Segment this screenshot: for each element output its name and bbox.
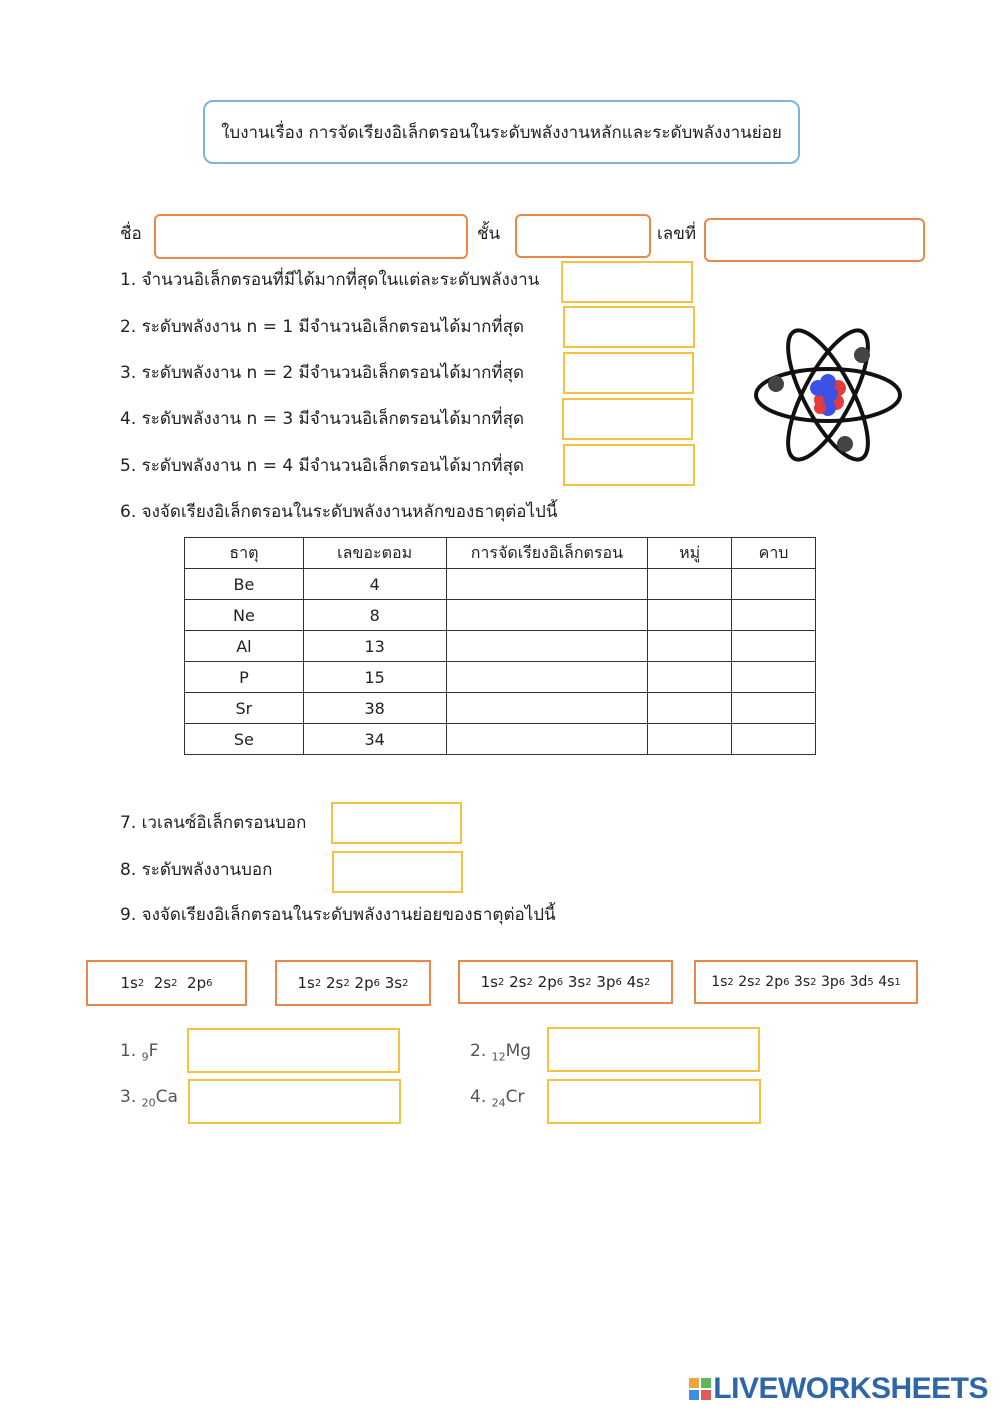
question-6: 6. จงจัดเรียงอิเล็กตรอนในระดับพลังงานหลักของธาตุต่อไปนี้ [120, 502, 558, 522]
electron-table [184, 537, 816, 755]
cell-configuration-input[interactable] [446, 600, 648, 631]
number-input[interactable] [704, 218, 925, 262]
worksheet-title [203, 100, 800, 164]
table-row [185, 693, 816, 724]
cell-atomic-number: 13 [303, 631, 446, 662]
answer-4-input[interactable] [562, 398, 693, 440]
atom-icon [752, 312, 904, 478]
q9-item-3: 3. $_{20}$Ca [120, 1087, 178, 1110]
answer-1-input[interactable] [561, 261, 693, 303]
q9-item-2: 2. $_{12}$Mg [470, 1041, 532, 1064]
liveworksheets-logo [689, 1372, 988, 1406]
cell-group-input[interactable] [648, 569, 732, 600]
cell-period-input[interactable] [732, 662, 816, 693]
cell-configuration-input[interactable] [446, 631, 648, 662]
question-3: 3. ระดับพลังงาน n = 2 มีจำนวนอิเล็กตรอนได้มากที่สุด [120, 363, 525, 383]
question-8: 8. ระดับพลังงานบอก [120, 860, 273, 880]
th-atomic-number: เลขอะตอม [303, 538, 446, 569]
class-input[interactable] [515, 214, 651, 258]
cell-configuration-input[interactable] [446, 569, 648, 600]
table-header-row [185, 538, 816, 569]
cell-period-input[interactable] [732, 569, 816, 600]
cell-group-input[interactable] [648, 662, 732, 693]
table-row [185, 569, 816, 600]
q9-answer-2-input[interactable] [547, 1027, 760, 1072]
th-configuration: การจัดเรียงอิเล็กตรอน [446, 538, 648, 569]
cell-period-input[interactable] [732, 600, 816, 631]
class-label: ชั้น [477, 224, 501, 244]
config-option-3[interactable]: 1s 2 2s 2 2p 6 3s 2 3p 6 4s 2 [458, 960, 673, 1004]
logo-text: LIVEWORKSHEETS [713, 1372, 988, 1405]
answer-3-input[interactable] [563, 352, 694, 394]
cell-configuration-input[interactable] [446, 724, 648, 755]
question-2: 2. ระดับพลังงาน n = 1 มีจำนวนอิเล็กตรอนได้มากที่สุด [120, 317, 525, 337]
cell-atomic-number: 4 [303, 569, 446, 600]
table-row [185, 662, 816, 693]
th-period: คาบ [732, 538, 816, 569]
name-label: ชื่อ [120, 224, 142, 244]
question-5: 5. ระดับพลังงาน n = 4 มีจำนวนอิเล็กตรอนได้มากที่สุด [120, 456, 525, 476]
question-9: 9. จงจัดเรียงอิเล็กตรอนในระดับพลังงานย่อยของธาตุต่อไปนี้ [120, 905, 556, 925]
question-4: 4. ระดับพลังงาน n = 3 มีจำนวนอิเล็กตรอนได้มากที่สุด [120, 409, 525, 429]
cell-atomic-number: 15 [303, 662, 446, 693]
question-7: 7. เวเลนซ์อิเล็กตรอนบอก [120, 813, 307, 833]
number-label: เลขที่ [657, 224, 697, 244]
answer-8-input[interactable] [332, 851, 463, 893]
question-1: 1. จำนวนอิเล็กตรอนที่มีได้มากที่สุดในแต่ละระดับพลังงาน [120, 270, 540, 290]
q9-answer-1-input[interactable] [187, 1028, 400, 1073]
q9-item-1: 1. $_9$F [120, 1041, 159, 1064]
answer-2-input[interactable] [563, 306, 695, 348]
cell-element: P [185, 662, 304, 693]
cell-period-input[interactable] [732, 693, 816, 724]
cell-atomic-number: 38 [303, 693, 446, 724]
q9-answer-4-input[interactable] [547, 1079, 761, 1124]
cell-group-input[interactable] [648, 600, 732, 631]
q9-item-4: 4. $_{24}$Cr [470, 1087, 525, 1110]
cell-element: Sr [185, 693, 304, 724]
cell-configuration-input[interactable] [446, 693, 648, 724]
cell-element: Be [185, 569, 304, 600]
cell-group-input[interactable] [648, 724, 732, 755]
config-option-4[interactable]: 1s 2 2s 2 2p 6 3s 2 3p 6 3d 5 4s 1 [694, 960, 918, 1004]
th-element: ธาตุ [185, 538, 304, 569]
cell-atomic-number: 8 [303, 600, 446, 631]
title-text: ใบงานเรื่อง การจัดเรียงอิเล็กตรอนในระดับพลังงานหลักและระดับพลังงานย่อย [221, 122, 782, 143]
answer-5-input[interactable] [563, 444, 695, 486]
q9-answer-3-input[interactable] [188, 1079, 401, 1124]
cell-period-input[interactable] [732, 631, 816, 662]
cell-atomic-number: 34 [303, 724, 446, 755]
liveworksheets-logo-icon [689, 1378, 711, 1400]
cell-element: Se [185, 724, 304, 755]
cell-element: Al [185, 631, 304, 662]
table-row [185, 600, 816, 631]
answer-7-input[interactable] [331, 802, 462, 844]
config-option-1[interactable]: 1s 2 2s 2 2p 6 [86, 960, 247, 1006]
table-row [185, 631, 816, 662]
name-input[interactable] [154, 214, 468, 259]
cell-group-input[interactable] [648, 631, 732, 662]
cell-period-input[interactable] [732, 724, 816, 755]
cell-group-input[interactable] [648, 693, 732, 724]
config-option-2[interactable]: 1s 2 2s 2 2p 6 3s 2 [275, 960, 431, 1006]
cell-element: Ne [185, 600, 304, 631]
th-group: หมู่ [648, 538, 732, 569]
table-row [185, 724, 816, 755]
cell-configuration-input[interactable] [446, 662, 648, 693]
